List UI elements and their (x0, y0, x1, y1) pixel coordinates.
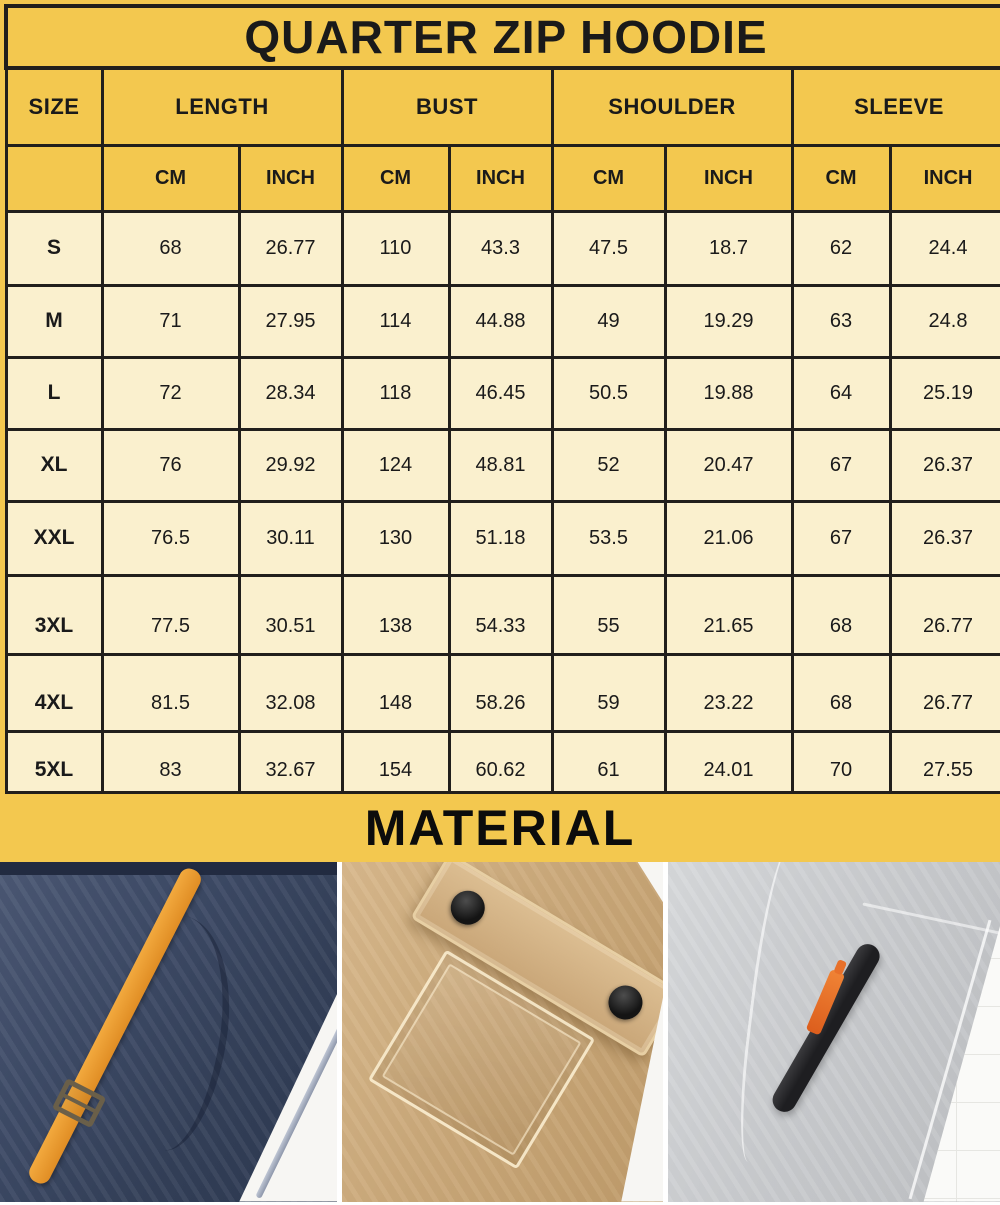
navy-hem-band (0, 862, 337, 875)
value-cell: 18.7 (665, 211, 792, 285)
value-cell: 49 (552, 285, 665, 357)
value-cell: 83 (102, 731, 239, 792)
size-cell: M (6, 285, 102, 357)
value-cell: 76.5 (102, 501, 239, 575)
value-cell: 71 (102, 285, 239, 357)
value-cell: 68 (792, 575, 890, 654)
col-header-length: LENGTH (102, 68, 342, 145)
unit-header-cm: CM (552, 145, 665, 211)
value-cell: 68 (792, 654, 890, 731)
value-cell: 114 (342, 285, 449, 357)
value-cell: 148 (342, 654, 449, 731)
value-cell: 46.45 (449, 357, 552, 429)
value-cell: 58.26 (449, 654, 552, 731)
value-cell: 20.47 (665, 429, 792, 501)
col-header-bust: BUST (342, 68, 552, 145)
snap-button-icon (444, 884, 491, 931)
unit-header-inch: INCH (239, 145, 342, 211)
table-row (6, 575, 1000, 654)
value-cell: 32.08 (239, 654, 342, 731)
value-cell: 48.81 (449, 429, 552, 501)
size-cell: XXL (6, 501, 102, 575)
value-cell: 77.5 (102, 575, 239, 654)
value-cell: 118 (342, 357, 449, 429)
value-cell: 28.34 (239, 357, 342, 429)
value-cell: 25.19 (890, 357, 1000, 429)
value-cell: 24.4 (890, 211, 1000, 285)
value-cell: 26.77 (239, 211, 342, 285)
value-cell: 24.01 (665, 731, 792, 792)
value-cell: 61 (552, 731, 665, 792)
page-title: QUARTER ZIP HOODIE (6, 6, 1000, 68)
value-cell: 23.22 (665, 654, 792, 731)
col-header-shoulder: SHOULDER (552, 68, 792, 145)
value-cell: 67 (792, 501, 890, 575)
unit-header-cm: CM (792, 145, 890, 211)
table-row (6, 357, 1000, 429)
value-cell: 52 (552, 429, 665, 501)
value-cell: 26.37 (890, 501, 1000, 575)
value-cell: 64 (792, 357, 890, 429)
value-cell: 154 (342, 731, 449, 792)
value-cell: 67 (792, 429, 890, 501)
pocket-seam-curve (107, 909, 245, 1157)
value-cell: 50.5 (552, 357, 665, 429)
col-header-sleeve: SLEEVE (792, 68, 1000, 145)
value-cell: 27.95 (239, 285, 342, 357)
unit-header-cm: CM (102, 145, 239, 211)
value-cell: 68 (102, 211, 239, 285)
table-row (6, 211, 1000, 285)
value-cell: 51.18 (449, 501, 552, 575)
table-row (6, 731, 1000, 792)
size-cell: S (6, 211, 102, 285)
material-photo-khaki-pocket (342, 862, 663, 1202)
value-cell: 19.88 (665, 357, 792, 429)
col-header-size: SIZE (6, 68, 102, 145)
unit-header-inch: INCH (665, 145, 792, 211)
seam-stitch-line (731, 862, 813, 1166)
unit-header-inch: INCH (890, 145, 1000, 211)
value-cell: 62 (792, 211, 890, 285)
value-cell: 110 (342, 211, 449, 285)
unit-header-inch: INCH (449, 145, 552, 211)
table-row (6, 429, 1000, 501)
size-cell: 3XL (6, 575, 102, 654)
seam-stitch-line (862, 903, 1000, 939)
material-photo-gray-zipper (668, 862, 1000, 1202)
table-row (6, 285, 1000, 357)
size-cell: 5XL (6, 731, 102, 792)
value-cell: 30.51 (239, 575, 342, 654)
value-cell: 32.67 (239, 731, 342, 792)
value-cell: 29.92 (239, 429, 342, 501)
value-cell: 26.77 (890, 654, 1000, 731)
value-cell: 60.62 (449, 731, 552, 792)
unit-header-empty (6, 145, 102, 211)
table-row (6, 501, 1000, 575)
unit-header-cm: CM (342, 145, 449, 211)
value-cell: 27.55 (890, 731, 1000, 792)
value-cell: 72 (102, 357, 239, 429)
size-cell: XL (6, 429, 102, 501)
value-cell: 24.8 (890, 285, 1000, 357)
material-photo-navy-drawstring (0, 862, 337, 1202)
snap-button-icon (602, 978, 649, 1025)
value-cell: 130 (342, 501, 449, 575)
table-row (6, 654, 1000, 731)
value-cell: 70 (792, 731, 890, 792)
value-cell: 26.37 (890, 429, 1000, 501)
value-cell: 54.33 (449, 575, 552, 654)
value-cell: 124 (342, 429, 449, 501)
value-cell: 19.29 (665, 285, 792, 357)
size-cell: L (6, 357, 102, 429)
value-cell: 138 (342, 575, 449, 654)
value-cell: 59 (552, 654, 665, 731)
value-cell: 43.3 (449, 211, 552, 285)
value-cell: 53.5 (552, 501, 665, 575)
value-cell: 21.06 (665, 501, 792, 575)
value-cell: 55 (552, 575, 665, 654)
size-chart-table (4, 4, 1000, 794)
material-photos (0, 862, 1000, 1202)
value-cell: 47.5 (552, 211, 665, 285)
material-heading: MATERIAL (0, 794, 1000, 862)
zipper-pull-orange (806, 969, 846, 1036)
value-cell: 76 (102, 429, 239, 501)
flap-pocket (342, 862, 663, 1202)
value-cell: 26.77 (890, 575, 1000, 654)
strap-slider-buckle (52, 1078, 107, 1128)
value-cell: 81.5 (102, 654, 239, 731)
value-cell: 21.65 (665, 575, 792, 654)
value-cell: 44.88 (449, 285, 552, 357)
size-cell: 4XL (6, 654, 102, 731)
value-cell: 63 (792, 285, 890, 357)
value-cell: 30.11 (239, 501, 342, 575)
